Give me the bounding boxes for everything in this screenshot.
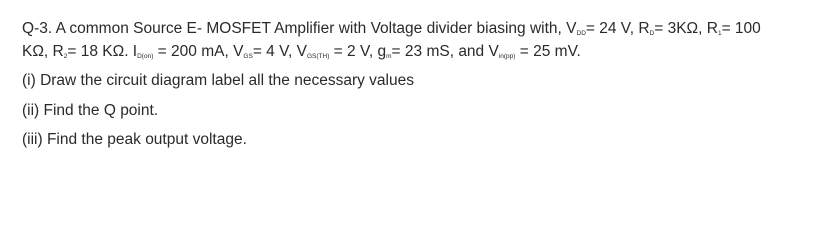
r2-value: = 18 KΩ. I (67, 43, 138, 60)
part-i: (i) Draw the circuit diagram label all the necessary values (22, 72, 414, 89)
subscript-m: m (386, 53, 392, 60)
part-ii: (ii) Find the Q point. (22, 102, 159, 119)
r1-value: = 100 (721, 20, 761, 37)
subscript-2: 2 (63, 53, 68, 60)
vgs-value: = 4 V, V (252, 43, 307, 60)
part-iii: (iii) Find the peak output voltage. (22, 131, 247, 148)
vin-value: = 25 mV. (515, 43, 581, 60)
subscript-gs-th: GS(TH) (306, 53, 330, 60)
question-statement-line-2 (22, 43, 581, 61)
subscript-d: D (649, 30, 655, 37)
r1-unit: KΩ, R (22, 43, 64, 60)
subscript-dd: DD (576, 30, 586, 37)
question-text: Q-3. A common Source E- MOSFET Amplifier with Voltage divider biasing with, V (22, 20, 577, 37)
vdd-value: = 24 V, R (585, 20, 650, 37)
question-statement-line-1 (22, 20, 761, 38)
subscript-1: 1 (717, 30, 722, 37)
subscript-in-pp: in(pp) (498, 53, 516, 60)
rd-value: = 3KΩ, R (654, 20, 718, 37)
subscript-gs: GS (243, 53, 253, 60)
gm-value: = 23 mS, and V (391, 43, 499, 60)
vth-value: = 2 V, g (329, 43, 387, 60)
subscript-d-on: D(on) (137, 53, 154, 60)
id-value: = 200 mA, V (153, 43, 244, 60)
